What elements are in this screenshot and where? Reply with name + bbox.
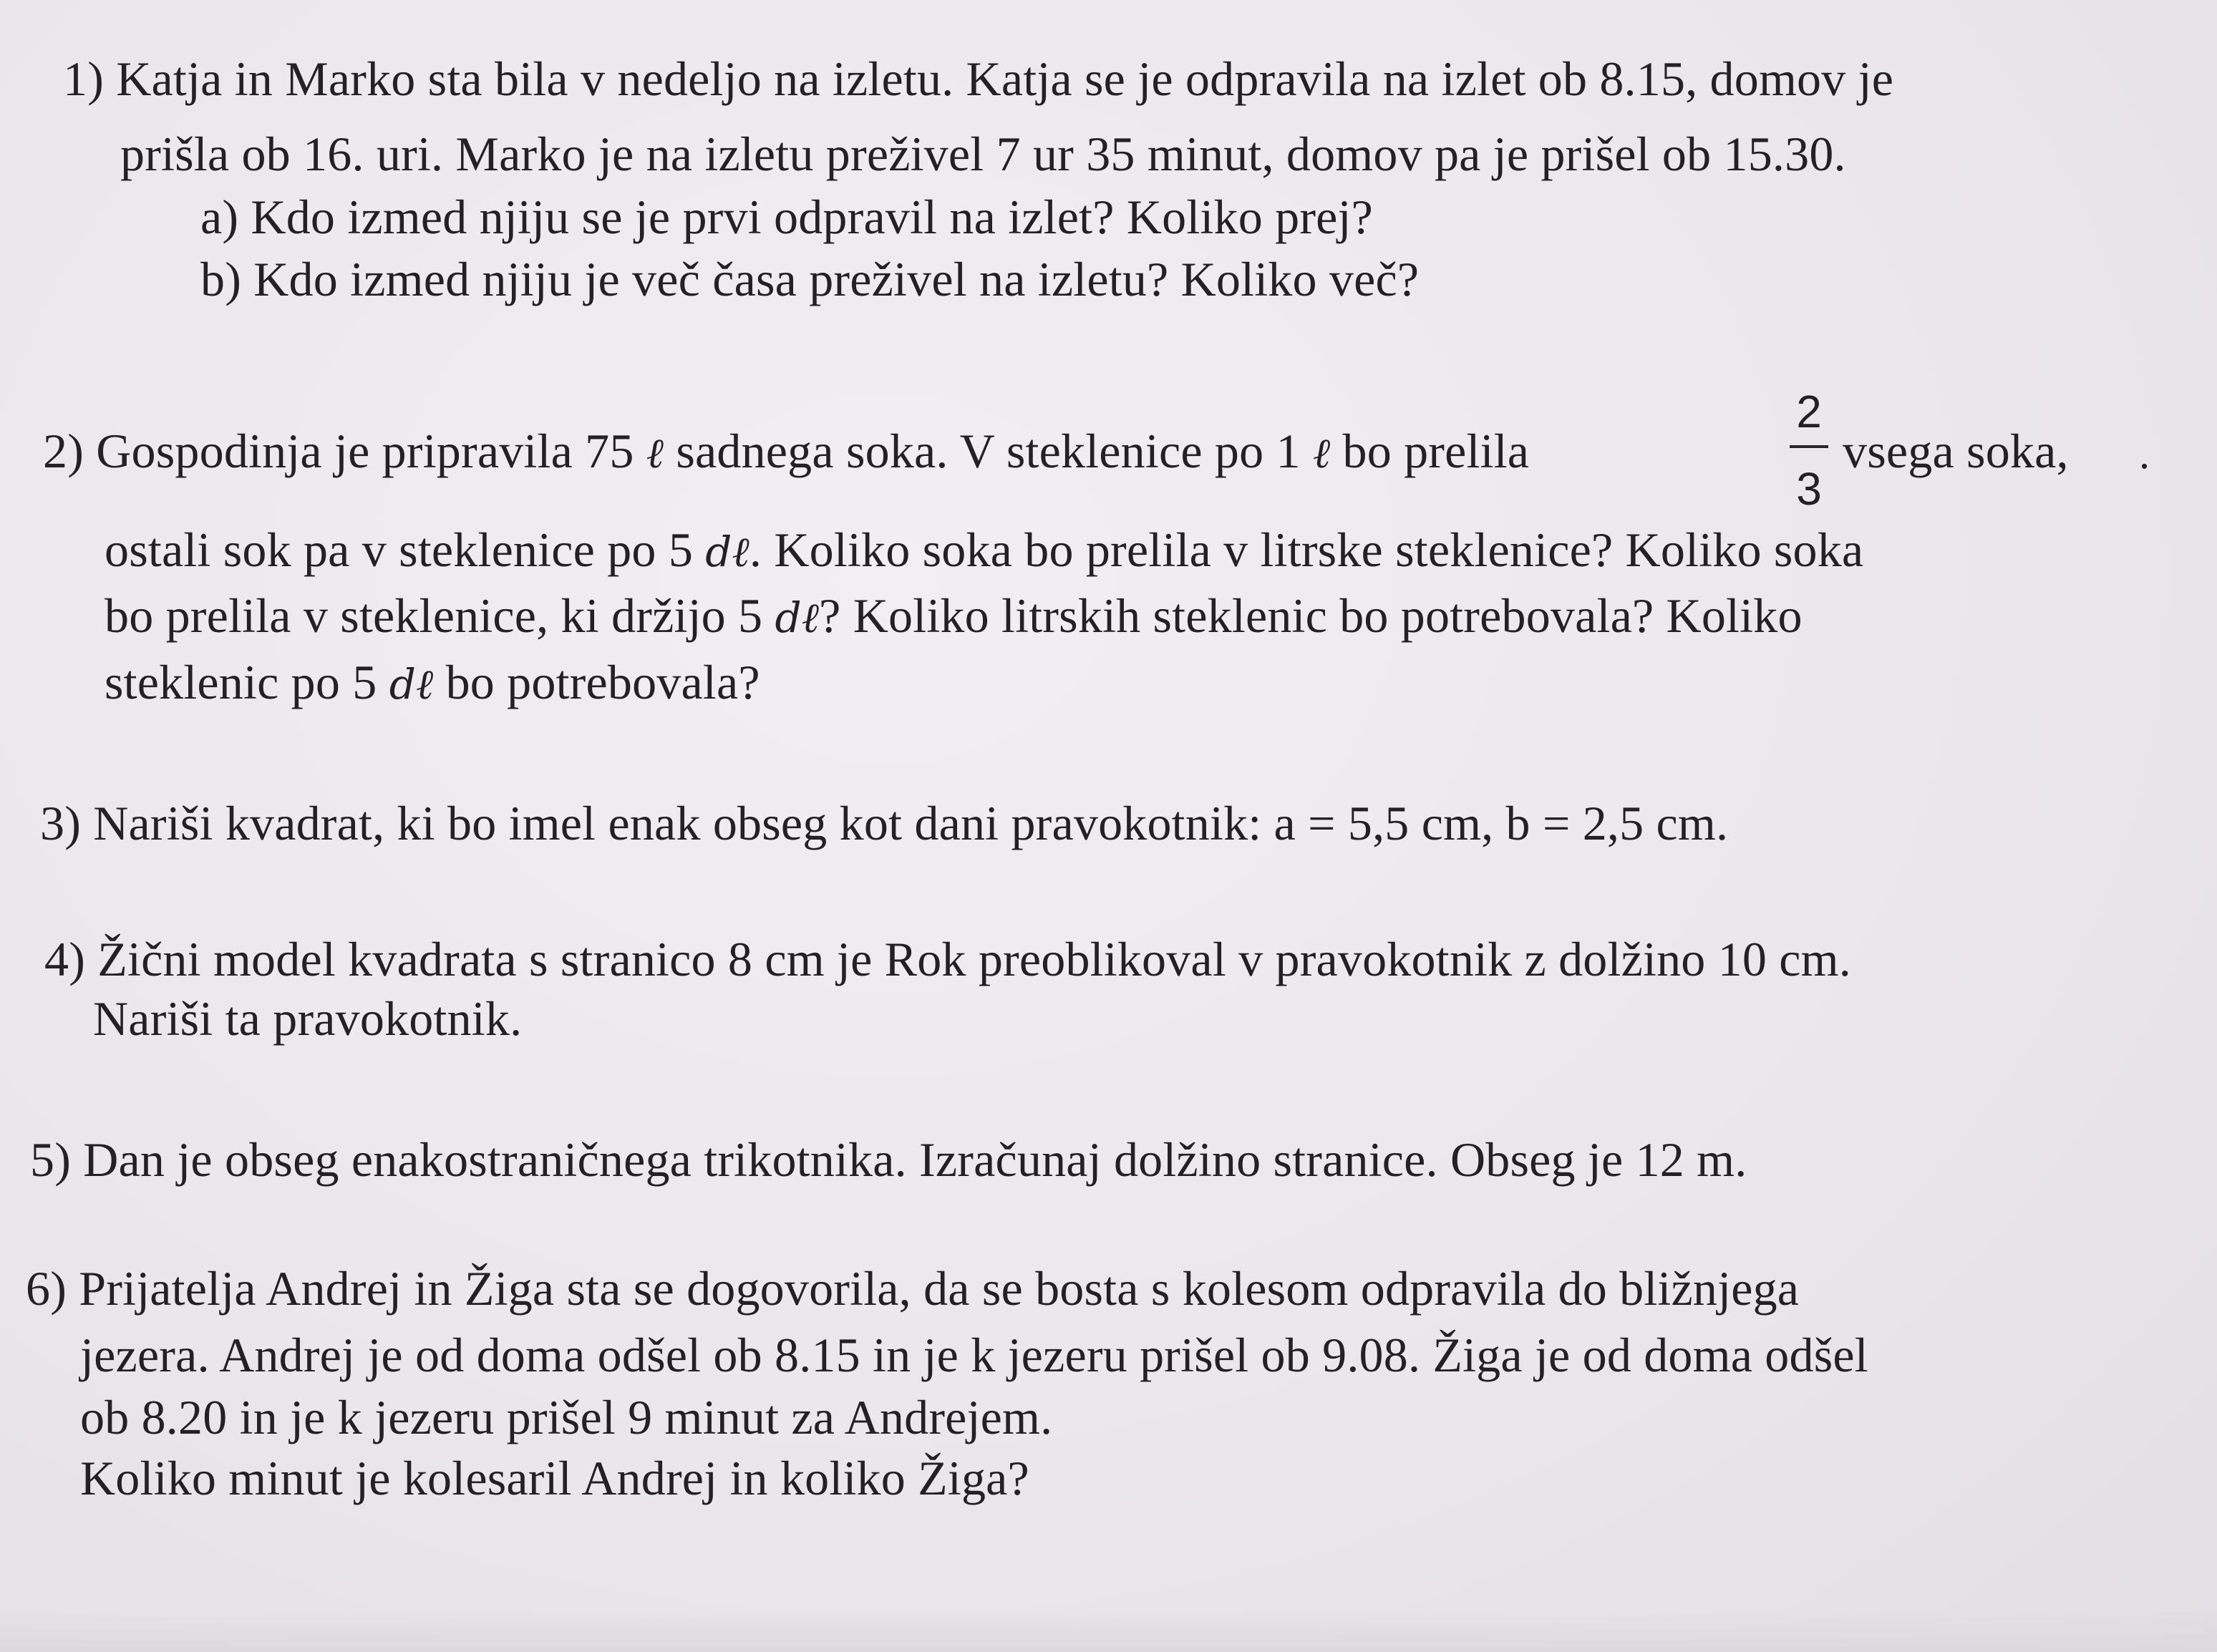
task2-line3 bbox=[105, 587, 1803, 646]
task4-line1: 4) Žični model kvadrata s stranico 8 cm je Rok preoblikoval v pravokotnik z dolžino 10 cm. bbox=[44, 932, 1851, 986]
stray-dot: . bbox=[2139, 430, 2150, 477]
deciliter-unit: dℓ bbox=[389, 660, 434, 709]
deciliter-unit: dℓ bbox=[705, 528, 749, 576]
task1-line1: 1) Katja in Marko sta bila v nedeljo na izletu. Katja se je odpravila na izlet ob 8.15, domov je bbox=[63, 52, 1894, 106]
paper-bottom-shadow bbox=[0, 1610, 2217, 1652]
task2-line2 bbox=[105, 521, 1863, 580]
task2-line4-text-a: steklenic po 5 bbox=[105, 655, 389, 709]
task2-line3-text-b: ? Koliko litrskih steklenic bo potrebovala? Koliko bbox=[819, 588, 1803, 643]
fraction-denominator: 3 bbox=[1796, 463, 1822, 515]
task3-line1: 3) Nariši kvadrat, ki bo imel enak obseg kot dani pravokotnik: a = 5,5 cm, b = 2,5 cm. bbox=[40, 796, 1729, 850]
task2-line2-text-b: . Koliko soka bo prelila v litrske steklenice? Koliko soka bbox=[749, 523, 1864, 577]
task2-line1-text-a: 2) Gospodinja je pripravila 75 bbox=[43, 424, 646, 478]
liter-unit: ℓ bbox=[646, 429, 664, 477]
deciliter-unit: dℓ bbox=[775, 593, 820, 642]
task2-line1 bbox=[43, 422, 1529, 482]
liter-unit: ℓ bbox=[1312, 429, 1331, 477]
task2-line4 bbox=[105, 653, 760, 713]
task2-line2-text-a: ostali sok pa v steklenice po 5 bbox=[105, 523, 706, 577]
task6-line3: ob 8.20 in je k jezeru prišel 9 minut za Andrejem. bbox=[80, 1390, 1053, 1444]
task4-line2: Nariši ta pravokotnik. bbox=[93, 991, 523, 1046]
task2-line4-text-b: bo potrebovala? bbox=[433, 655, 760, 709]
task2-line1-text-b: sadnega soka. V steklenice po 1 bbox=[664, 424, 1313, 478]
fraction-bar bbox=[1790, 445, 1828, 448]
fraction-numerator: 2 bbox=[1796, 386, 1822, 437]
task2-line1-text-c: bo prelila bbox=[1330, 424, 1530, 478]
task5-line1: 5) Dan je obseg enakostraničnega trikotnika. Izračunaj dolžino stranice. Obseg je 12 m. bbox=[30, 1132, 1747, 1187]
task1-question-a: a) Kdo izmed njiju se je prvi odpravil na izlet? Koliko prej? bbox=[200, 190, 1374, 244]
task2-line1-end: vsega soka, bbox=[1843, 424, 2069, 478]
task1-line2: prišla ob 16. uri. Marko je na izletu preživel 7 ur 35 minut, domov pa je prišel ob 15.30. bbox=[120, 127, 1846, 181]
task2-line3-text-a: bo prelila v steklenice, ki držijo 5 bbox=[105, 588, 775, 643]
task1-question-b: b) Kdo izmed njiju je več časa preživel na izletu? Koliko več? bbox=[200, 252, 1420, 306]
task6-line4: Koliko minut je kolesaril Andrej in koliko Žiga? bbox=[80, 1451, 1029, 1505]
task6-line2: jezera. Andrej je od doma odšel ob 8.15 in je k jezeru prišel ob 9.08. Žiga je od doma odšel bbox=[80, 1328, 1868, 1382]
task6-line1: 6) Prijatelja Andrej in Žiga sta se dogovorila, da se bosta s kolesom odpravila do bližnjega bbox=[26, 1261, 1800, 1316]
